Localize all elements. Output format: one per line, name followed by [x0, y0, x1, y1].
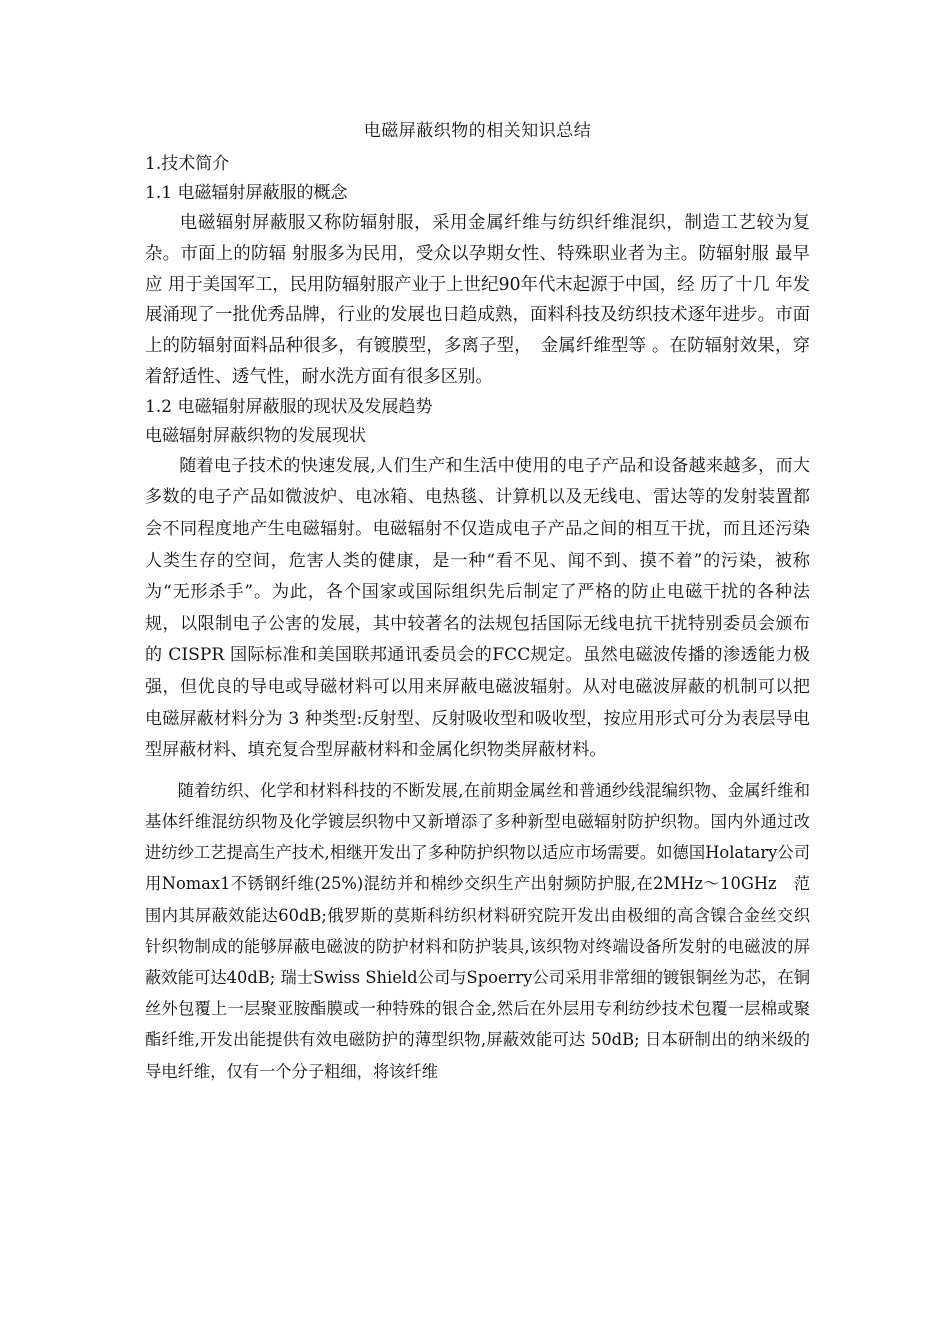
document-page	[145, 112, 810, 1087]
section-heading-1-1: 1.1 电磁辐射屏蔽服的概念	[145, 183, 348, 203]
document-title: 电磁屏蔽织物的相关知识总结	[363, 121, 592, 141]
section-heading-1: 1.技术简介	[145, 154, 230, 174]
paragraph-new-fabrics: 随着纺织、化学和材料科技的不断发展,在前期金属丝和普通纱线混编织物、金属纤维和基体纤维混纺织物及化学镀层织物中又新增添了多种新型电磁辐射防护织物。国内外通过改进纺纱工艺提高生产技术,相继开发出了多种防护织物以适应市场需要。如德国Holatary公司用Nomax1不锈钢纤维(25%)混纺并和棉纱交织生产出射频防护服,在2MHz～10GHz 范围内其屏蔽效能达60dB;俄罗斯的莫斯科纺织材料研究院开发出由极细的高含镍合金丝交织针织物制成的能够屏蔽电磁波的防护材料和防护装具,该织物对终端设备所发射的电磁波的屏蔽效能可达40dB; 瑞士Swiss Shield公司与Spoerry公司采用非常细的镀银铜丝为芯，在铜丝外包覆上一层聚亚胺酯膜或一种特殊的银合金,然后在外层用专利纺纱技术包覆一层棉或聚酯纤维,开发出能提供有效电磁防护的薄型织物,屏蔽效能可达 50dB; 日本研制出的纳米级的导电纤维，仅有一个分子粗细，将该纤维	[145, 780, 810, 1081]
paragraph-concept: 电磁辐射屏蔽服又称防辐射服，采用金属纤维与纺织纤维混织，制造工艺较为复杂。市面上的防辐 射服多为民用，受众以孕期女性、特殊职业者为主。防辐射服 最早应 用于美国军工，民用防辐射服产业于上世纪90年代末起源于中国，经 历了十几 年发展涌现了一批优秀品牌，行业的发展也日趋成熟，面料科技及纺织技术逐年进步。市面上的防辐射面料品种很多，有镀膜型，多离子型， 金属纤维型等 。在防辐射效果，穿着舒适性、透气性，耐水洗方面有很多区别。	[145, 213, 810, 387]
subheading-development-status: 电磁辐射屏蔽织物的发展现状	[145, 425, 366, 446]
section-heading-1-2: 1.2 电磁辐射屏蔽服的现状及发展趋势	[145, 396, 433, 417]
paragraph-background: 随着电子技术的快速发展,人们生产和生活中使用的电子产品和设备越来越多，而大多数的电子产品如微波炉、电冰箱、电热毯、计算机以及无线电、雷达等的发射装置都会不同程度地产生电磁辐射。电磁辐射不仅造成电子产品之间的相互干扰，而且还污染人类生存的空间，危害人类的健康，是一种“看不见、闻不到、摸不着”的污染，被称为“无形杀手”。为此，各个国家或国际组织先后制定了严格的防止电磁干扰的各种法规，以限制电子公害的发展，其中较著名的法规包括国际无线电抗干扰特别委员会颁布的 CISPR 国际标准和美国联邦通讯委员会的FCC规定。虽然电磁波传播的渗透能力极强，但优良的导电或导磁材料可以用来屏蔽电磁波辐射。从对电磁波屏蔽的机制可以把电磁屏蔽材料分为 3 种类型:反射型、反射吸收型和吸收型，按应用形式可分为表层导电型屏蔽材料、填充复合型屏蔽材料和金属化织物类屏蔽材料。	[145, 455, 810, 761]
